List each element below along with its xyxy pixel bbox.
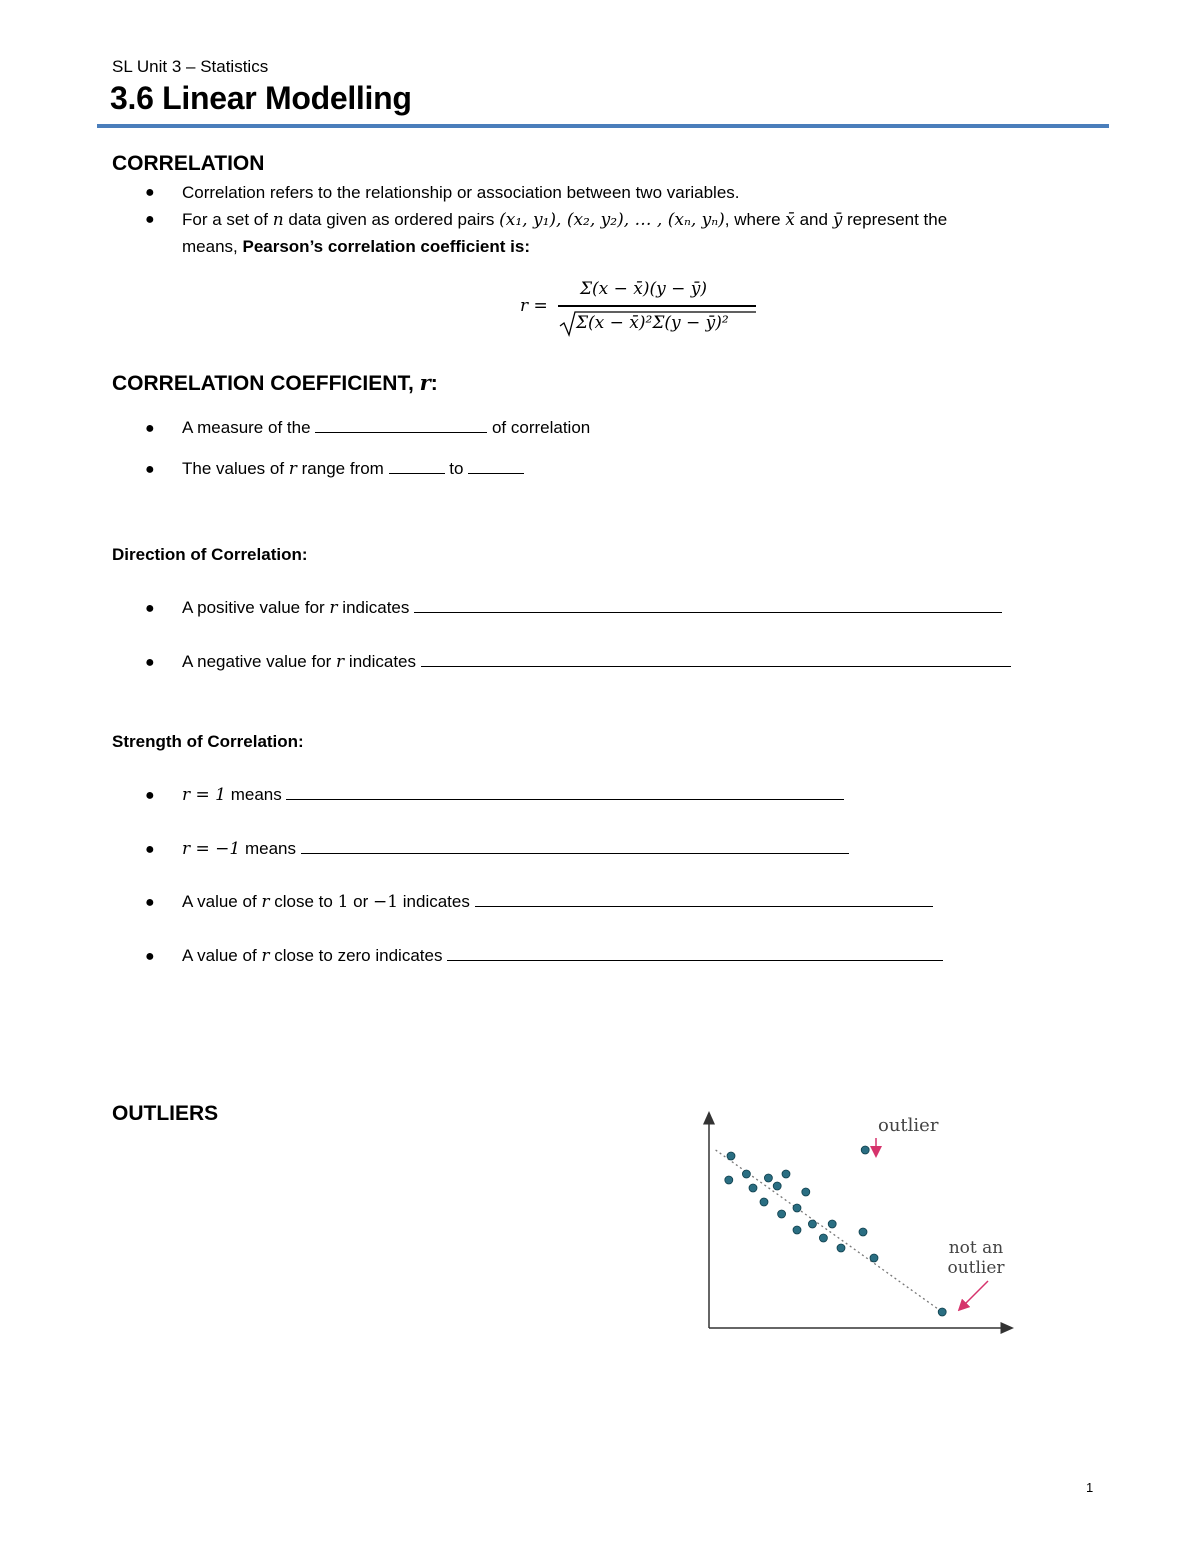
fill-blank[interactable] bbox=[414, 598, 1002, 613]
math-r: r bbox=[336, 652, 345, 672]
text: A measure of the bbox=[182, 418, 316, 437]
fill-blank[interactable] bbox=[475, 892, 933, 907]
text: For a set of bbox=[182, 210, 273, 229]
outlier-point bbox=[861, 1146, 869, 1154]
math-r-eq-neg1: r = −1 bbox=[182, 839, 241, 859]
text: represent the bbox=[842, 210, 948, 229]
not-outlier-arrow bbox=[962, 1281, 988, 1307]
text: A negative value for bbox=[182, 652, 337, 671]
math-r: r bbox=[329, 598, 338, 618]
data-point bbox=[773, 1182, 781, 1190]
bullet-icon: ● bbox=[145, 894, 155, 911]
formula-denominator: Σ(x − x̄)²Σ(y − ȳ)² bbox=[576, 313, 729, 333]
r-equals-one-line bbox=[182, 785, 844, 805]
math-neg-one: −1 bbox=[372, 892, 399, 912]
math-n: n bbox=[272, 210, 284, 230]
math-r-eq-1: r = 1 bbox=[182, 785, 226, 805]
data-point bbox=[837, 1244, 845, 1252]
data-point bbox=[764, 1174, 772, 1182]
bullet-icon: ● bbox=[145, 184, 155, 201]
correlation-definition: Correlation refers to the relationship or association between two variables. bbox=[182, 183, 740, 202]
math-r: r bbox=[288, 459, 297, 479]
bullet-icon: ● bbox=[145, 420, 155, 437]
close-to-zero-line bbox=[182, 946, 943, 966]
text: Pearson’s correlation coefficient is: bbox=[242, 237, 530, 256]
text: , where bbox=[724, 210, 786, 229]
page-number: 1 bbox=[1086, 1480, 1094, 1495]
scatter-points bbox=[725, 1146, 946, 1316]
text: : bbox=[430, 372, 438, 395]
not-an-outlier-point bbox=[938, 1308, 946, 1316]
positive-line bbox=[182, 598, 1002, 618]
bullet-icon: ● bbox=[145, 211, 155, 228]
math-pairs: (x₁, y₁), (x₂, y₂), … , (xₙ, yₙ) bbox=[499, 210, 725, 230]
math-r: r bbox=[261, 892, 270, 912]
text: and bbox=[794, 210, 833, 229]
text: A value of bbox=[182, 946, 262, 965]
r-equals-neg-one-line bbox=[182, 839, 849, 859]
text: data given as ordered pairs bbox=[283, 210, 500, 229]
fill-blank[interactable] bbox=[286, 785, 844, 800]
correlation-heading: CORRELATION bbox=[112, 152, 265, 175]
formula-lhs: r = bbox=[520, 296, 548, 316]
negative-line bbox=[182, 652, 1011, 672]
outlier-scatter-plot bbox=[690, 1105, 1030, 1345]
data-point bbox=[778, 1210, 786, 1218]
data-point bbox=[802, 1188, 810, 1196]
data-point bbox=[808, 1220, 816, 1228]
math-ybar: ȳ bbox=[832, 210, 843, 230]
strength-heading: Strength of Correlation: bbox=[112, 732, 304, 751]
unit-label: SL Unit 3 – Statistics bbox=[112, 57, 269, 76]
bullet-icon: ● bbox=[145, 841, 155, 858]
fill-blank[interactable] bbox=[447, 946, 943, 961]
text: indicates bbox=[398, 892, 475, 911]
page-title: 3.6 Linear Modelling bbox=[110, 80, 412, 116]
coefficient-heading bbox=[112, 370, 438, 396]
pearson-intro-line1 bbox=[182, 210, 947, 230]
close-to-one-line bbox=[182, 892, 933, 912]
text: CORRELATION COEFFICIENT, bbox=[112, 372, 420, 395]
data-point bbox=[782, 1170, 790, 1178]
text: indicates bbox=[337, 598, 415, 617]
outlier-label: outlier bbox=[878, 1115, 939, 1136]
range-line bbox=[182, 459, 524, 479]
text: or bbox=[348, 892, 373, 911]
data-point bbox=[859, 1228, 867, 1236]
fill-blank[interactable] bbox=[315, 418, 487, 433]
fill-blank[interactable] bbox=[301, 839, 849, 854]
text: means bbox=[240, 839, 301, 858]
text: The values of bbox=[182, 459, 289, 478]
not-outlier-label-line2: outlier bbox=[947, 1258, 1005, 1278]
fraction-bar bbox=[558, 305, 756, 307]
outliers-heading: OUTLIERS bbox=[112, 1102, 219, 1125]
text: close to bbox=[269, 892, 338, 911]
text: A positive value for bbox=[182, 598, 330, 617]
data-point bbox=[749, 1184, 757, 1192]
data-point bbox=[828, 1220, 836, 1228]
not-outlier-label-line1: not an bbox=[948, 1238, 1004, 1258]
bullet-icon: ● bbox=[145, 787, 155, 804]
math-r: r bbox=[261, 946, 270, 966]
data-point bbox=[819, 1234, 827, 1242]
text: means, bbox=[182, 237, 243, 256]
text: close to zero indicates bbox=[269, 946, 448, 965]
bullet-icon: ● bbox=[145, 600, 155, 617]
bullet-icon: ● bbox=[145, 461, 155, 478]
text: A value of bbox=[182, 892, 262, 911]
text: range from bbox=[296, 459, 389, 478]
title-rule bbox=[97, 124, 1109, 128]
data-point bbox=[870, 1254, 878, 1262]
data-point bbox=[793, 1204, 801, 1212]
fill-blank[interactable] bbox=[389, 459, 445, 474]
text: of correlation bbox=[487, 418, 591, 437]
measure-line bbox=[182, 418, 590, 438]
bullet-icon: ● bbox=[145, 948, 155, 965]
math-xbar: x̄ bbox=[785, 210, 795, 230]
math-one: 1 bbox=[337, 892, 349, 912]
direction-heading: Direction of Correlation: bbox=[112, 545, 308, 564]
data-point bbox=[760, 1198, 768, 1206]
data-point bbox=[742, 1170, 750, 1178]
text: to bbox=[444, 459, 469, 478]
data-point bbox=[725, 1176, 733, 1184]
formula-numerator: Σ(x − x̄)(y − ȳ) bbox=[580, 279, 708, 299]
text: indicates bbox=[344, 652, 421, 671]
data-point bbox=[727, 1152, 735, 1160]
math-r: r bbox=[419, 370, 431, 395]
text: means bbox=[226, 785, 287, 804]
fill-blank[interactable] bbox=[421, 652, 1011, 667]
fill-blank[interactable] bbox=[468, 459, 524, 474]
bullet-icon: ● bbox=[145, 654, 155, 671]
pearson-intro-line2 bbox=[182, 237, 530, 257]
data-point bbox=[793, 1226, 801, 1234]
